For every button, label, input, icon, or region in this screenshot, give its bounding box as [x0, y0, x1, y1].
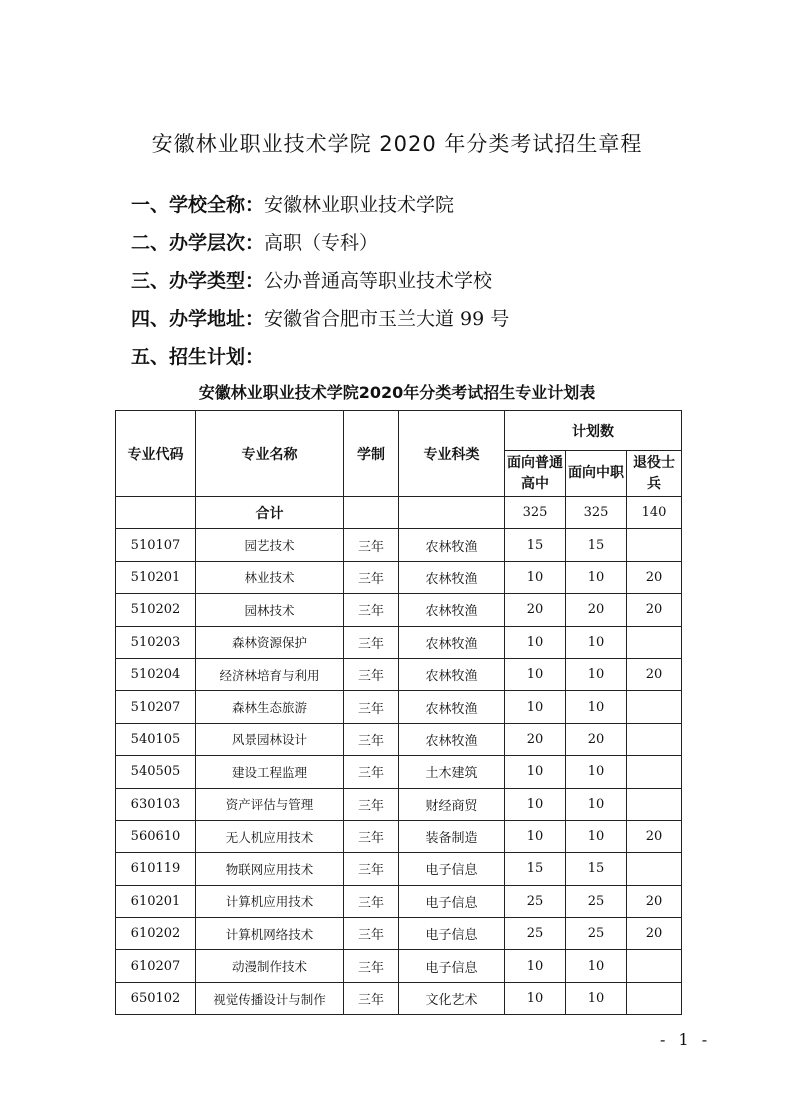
cell-duration: 三年	[344, 626, 399, 658]
cell-vocational: 10	[566, 756, 627, 788]
cell-veteran	[627, 950, 682, 982]
cell-veteran	[627, 756, 682, 788]
header-plan: 计划数	[505, 411, 682, 451]
cell-general: 10	[505, 561, 566, 593]
cell-category: 农林牧渔	[399, 626, 505, 658]
cell-code: 540505	[116, 756, 196, 788]
table-row	[116, 626, 682, 658]
cell-code: 610207	[116, 950, 196, 982]
info-address	[131, 304, 509, 331]
cell-code: 510201	[116, 561, 196, 593]
cell-name: 经济林培育与利用	[196, 658, 344, 690]
cell-code: 510204	[116, 658, 196, 690]
cell-vocational: 25	[566, 918, 627, 950]
cell-code: 650102	[116, 982, 196, 1014]
table-title: 安徽林业职业技术学院2020年分类考试招生专业计划表	[198, 383, 596, 402]
cell-vocational: 10	[566, 950, 627, 982]
info-label: 一、学校全称：	[131, 194, 265, 216]
info-value: 公办普通高等职业技术学校	[264, 270, 493, 292]
cell-general: 10	[505, 626, 566, 658]
cell-category: 土木建筑	[399, 756, 505, 788]
cell-vocational: 10	[566, 982, 627, 1014]
cell-name: 建设工程监理	[196, 756, 344, 788]
table-row	[116, 529, 682, 561]
cell-general: 10	[505, 788, 566, 820]
total-row	[116, 497, 682, 529]
cell-duration: 三年	[344, 658, 399, 690]
cell-name: 森林资源保护	[196, 626, 344, 658]
cell-category: 农林牧渔	[399, 723, 505, 755]
info-enrollment-plan	[131, 342, 264, 369]
table-row	[116, 982, 682, 1014]
cell-vocational: 10	[566, 788, 627, 820]
cell-name: 无人机应用技术	[196, 820, 344, 852]
cell-duration: 三年	[344, 529, 399, 561]
cell-vocational: 10	[566, 561, 627, 593]
cell-veteran: 20	[627, 918, 682, 950]
table-row	[116, 594, 682, 626]
cell-general: 10	[505, 756, 566, 788]
info-label: 二、办学层次：	[131, 232, 265, 254]
table-row	[116, 788, 682, 820]
table-row	[116, 820, 682, 852]
cell-general: 15	[505, 853, 566, 885]
header-code: 专业代码	[116, 411, 196, 497]
table-row	[116, 853, 682, 885]
cell-general: 25	[505, 918, 566, 950]
cell-name: 计算机应用技术	[196, 885, 344, 917]
cell-general: 20	[505, 723, 566, 755]
header-vocational: 面向中职	[566, 451, 627, 497]
cell-general: 10	[505, 691, 566, 723]
cell-duration: 三年	[344, 788, 399, 820]
total-general: 325	[505, 497, 566, 529]
cell-code: 610202	[116, 918, 196, 950]
table-row	[116, 918, 682, 950]
cell-veteran: 20	[627, 561, 682, 593]
cell-veteran: 20	[627, 594, 682, 626]
cell-category: 电子信息	[399, 950, 505, 982]
cell-duration: 三年	[344, 561, 399, 593]
cell-code: 510203	[116, 626, 196, 658]
cell-duration: 三年	[344, 853, 399, 885]
header-general-high-school: 面向普通高中	[505, 451, 566, 497]
table-row	[116, 756, 682, 788]
cell-vocational: 10	[566, 658, 627, 690]
enrollment-plan-table	[115, 410, 682, 1015]
cell-name: 资产评估与管理	[196, 788, 344, 820]
cell-vocational: 20	[566, 723, 627, 755]
cell-category: 电子信息	[399, 853, 505, 885]
header-category: 专业科类	[399, 411, 505, 497]
cell-veteran	[627, 691, 682, 723]
cell-name: 物联网应用技术	[196, 853, 344, 885]
info-label: 五、招生计划：	[131, 346, 265, 368]
page-number: - 1 -	[660, 1030, 712, 1049]
cell-code: 560610	[116, 820, 196, 852]
cell-veteran	[627, 529, 682, 561]
cell-general: 10	[505, 950, 566, 982]
cell-duration: 三年	[344, 723, 399, 755]
cell-code: 610201	[116, 885, 196, 917]
info-label: 三、办学类型：	[131, 270, 265, 292]
cell-category: 电子信息	[399, 885, 505, 917]
cell-general: 10	[505, 982, 566, 1014]
info-value: 安徽林业职业技术学院	[264, 194, 455, 216]
cell-name: 风景园林设计	[196, 723, 344, 755]
cell-general: 10	[505, 820, 566, 852]
cell-code: 510207	[116, 691, 196, 723]
cell-duration: 三年	[344, 691, 399, 723]
header-duration: 学制	[344, 411, 399, 497]
header-name: 专业名称	[196, 411, 344, 497]
cell-duration: 三年	[344, 950, 399, 982]
cell-category: 农林牧渔	[399, 691, 505, 723]
cell-category: 农林牧渔	[399, 594, 505, 626]
cell-category: 装备制造	[399, 820, 505, 852]
cell-veteran	[627, 626, 682, 658]
cell-general: 15	[505, 529, 566, 561]
cell-category: 电子信息	[399, 918, 505, 950]
total-label: 合计	[196, 497, 344, 529]
cell-duration: 三年	[344, 756, 399, 788]
cell-vocational: 10	[566, 820, 627, 852]
cell-code: 630103	[116, 788, 196, 820]
info-label: 四、办学地址：	[131, 308, 265, 330]
info-value: 安徽省合肥市玉兰大道 99 号	[264, 308, 510, 330]
cell-code: 510107	[116, 529, 196, 561]
info-school-type	[131, 266, 492, 293]
cell-category: 农林牧渔	[399, 561, 505, 593]
total-code-cell	[116, 497, 196, 529]
table-header-row	[116, 411, 682, 451]
cell-code: 540105	[116, 723, 196, 755]
total-duration-cell	[344, 497, 399, 529]
cell-category: 文化艺术	[399, 982, 505, 1014]
table-row	[116, 561, 682, 593]
cell-name: 园艺技术	[196, 529, 344, 561]
cell-category: 农林牧渔	[399, 529, 505, 561]
cell-name: 森林生态旅游	[196, 691, 344, 723]
cell-duration: 三年	[344, 820, 399, 852]
cell-name: 计算机网络技术	[196, 918, 344, 950]
total-vocational: 325	[566, 497, 627, 529]
table-row	[116, 885, 682, 917]
cell-veteran	[627, 982, 682, 1014]
cell-veteran: 20	[627, 658, 682, 690]
cell-name: 林业技术	[196, 561, 344, 593]
header-veteran: 退役士兵	[627, 451, 682, 497]
total-category-cell	[399, 497, 505, 529]
cell-general: 25	[505, 885, 566, 917]
cell-veteran	[627, 723, 682, 755]
cell-veteran	[627, 788, 682, 820]
cell-duration: 三年	[344, 885, 399, 917]
total-veteran: 140	[627, 497, 682, 529]
table-row	[116, 950, 682, 982]
cell-veteran	[627, 853, 682, 885]
cell-name: 视觉传播设计与制作	[196, 982, 344, 1014]
cell-general: 20	[505, 594, 566, 626]
table-row	[116, 723, 682, 755]
info-education-level	[131, 228, 378, 255]
cell-name: 动漫制作技术	[196, 950, 344, 982]
cell-veteran: 20	[627, 885, 682, 917]
cell-code: 510202	[116, 594, 196, 626]
cell-code: 610119	[116, 853, 196, 885]
cell-category: 财经商贸	[399, 788, 505, 820]
info-school-name	[131, 190, 454, 217]
cell-name: 园林技术	[196, 594, 344, 626]
cell-vocational: 20	[566, 594, 627, 626]
cell-duration: 三年	[344, 982, 399, 1014]
cell-duration: 三年	[344, 594, 399, 626]
cell-vocational: 15	[566, 529, 627, 561]
cell-veteran: 20	[627, 820, 682, 852]
cell-general: 10	[505, 658, 566, 690]
table-row	[116, 691, 682, 723]
cell-vocational: 25	[566, 885, 627, 917]
cell-duration: 三年	[344, 918, 399, 950]
cell-vocational: 15	[566, 853, 627, 885]
cell-vocational: 10	[566, 626, 627, 658]
table-row	[116, 658, 682, 690]
cell-vocational: 10	[566, 691, 627, 723]
page-title: 安徽林业职业技术学院 2020 年分类考试招生章程	[151, 132, 643, 156]
cell-category: 农林牧渔	[399, 658, 505, 690]
info-value: 高职（专科）	[264, 232, 379, 254]
